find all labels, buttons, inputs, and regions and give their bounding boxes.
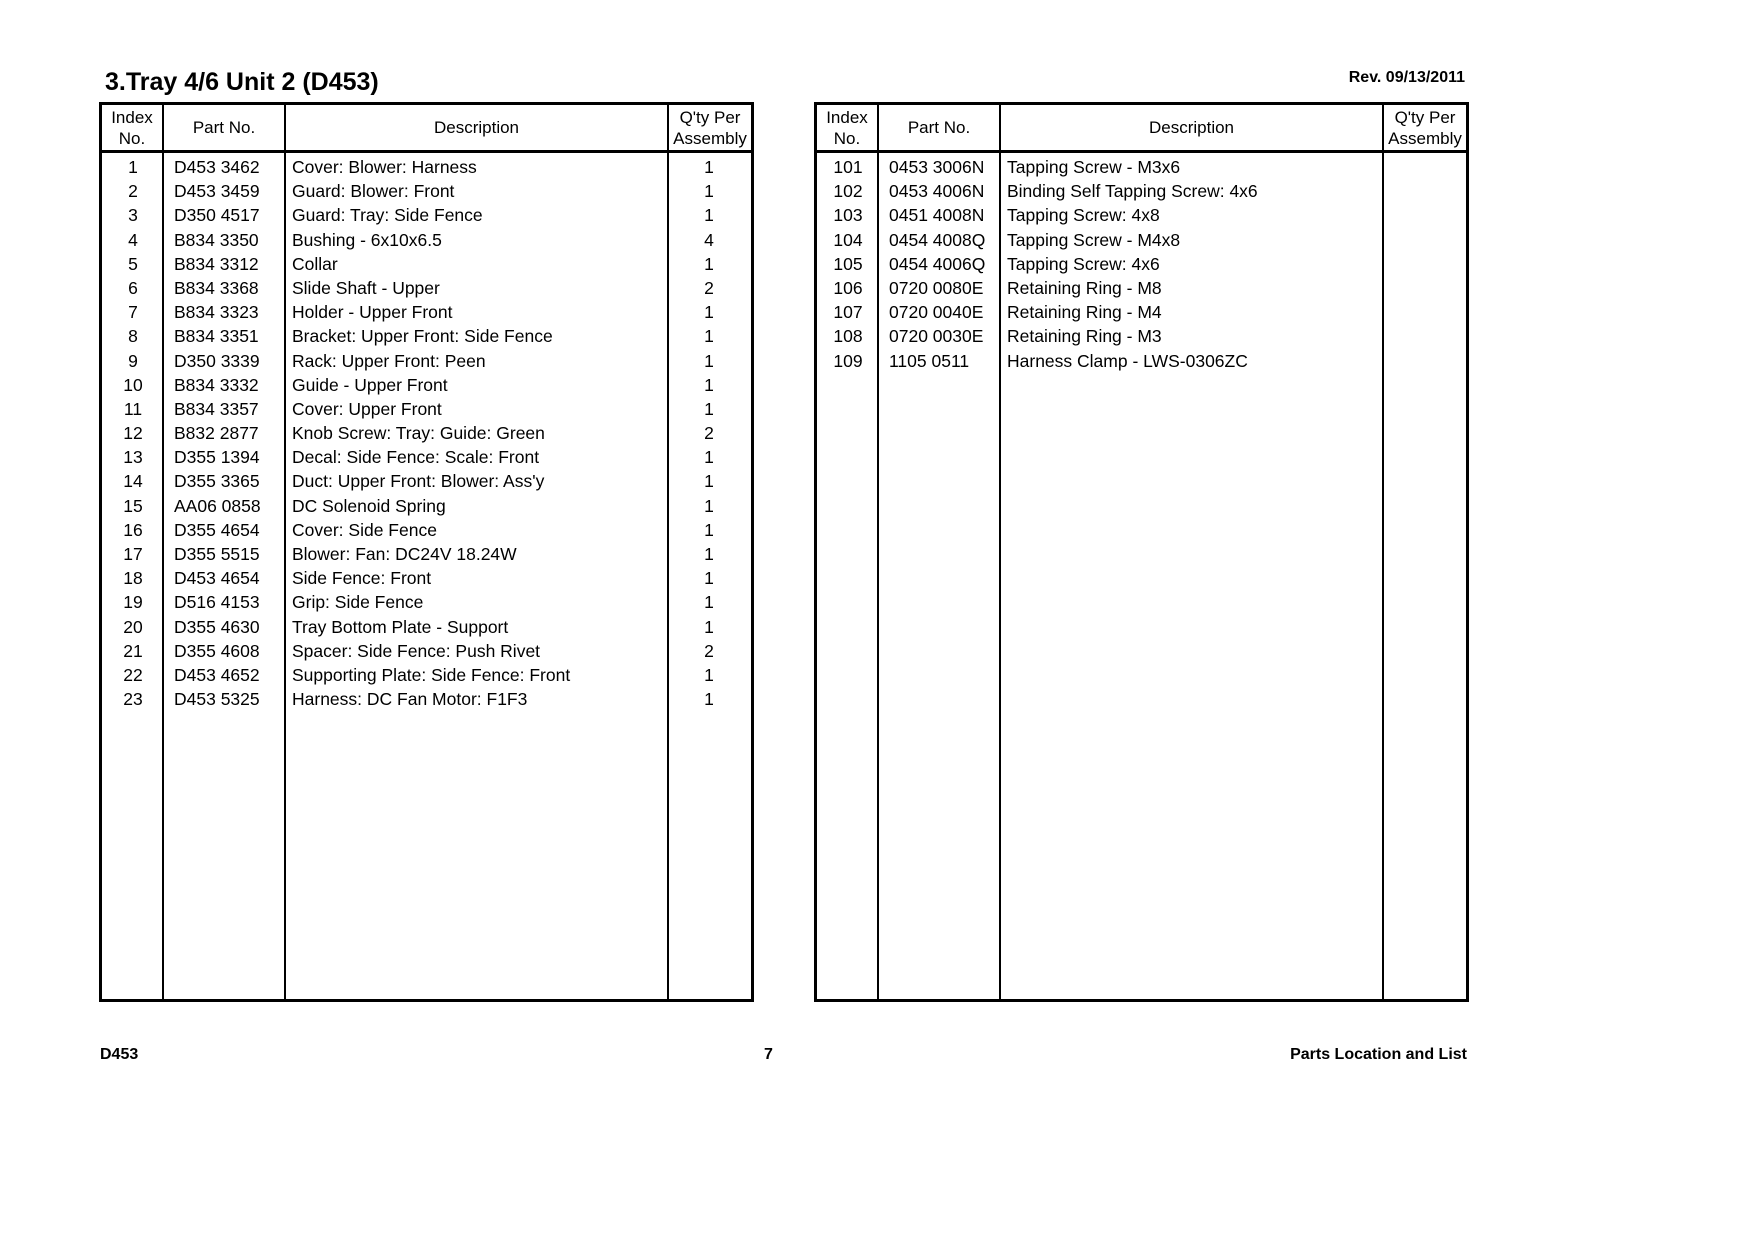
row-description: Harness: DC Fan Motor: F1F3 [292,689,528,710]
row-quantity: 1 [704,398,714,419]
row-part-no: 0720 0040E [889,302,984,323]
row-description: Supporting Plate: Side Fence: Front [292,664,571,685]
row-part-no: 0454 4006Q [889,253,986,274]
row-description: Guard: Blower: Front [292,181,455,202]
row-description: Retaining Ring - M8 [1007,277,1162,298]
table-row [102,373,751,397]
row-description: Grip: Side Fence [292,592,424,613]
index-column-header: Index No. [826,107,868,148]
row-description: Cover: Side Fence [292,519,437,540]
row-part-no: 0720 0030E [889,326,984,347]
row-quantity: 2 [704,277,714,298]
row-index: 107 [833,302,863,323]
row-index: 21 [123,640,143,661]
row-part-no: 1105 0511 [889,350,970,371]
table-row [817,155,1466,179]
header-divider [817,150,1466,153]
row-description: Tapping Screw: 4x6 [1007,253,1160,274]
table-row [817,179,1466,203]
row-part-no: D355 3365 [174,471,260,492]
row-description: Side Fence: Front [292,568,432,589]
table-row [102,639,751,663]
footer-section: Parts Location and List [1290,1046,1467,1063]
row-part-no: B834 3357 [174,398,259,419]
row-description: Cover: Upper Front [292,398,442,419]
row-quantity: 1 [704,157,714,177]
row-index: 13 [123,447,143,468]
table-row [102,445,751,469]
row-part-no: 0453 3006N [889,157,985,177]
table-row [102,590,751,614]
table-row [102,203,751,227]
row-index: 19 [123,592,143,613]
row-part-no: D453 5325 [174,689,260,710]
table-row [102,615,751,639]
row-part-no: D453 4654 [174,568,260,589]
description-column-header: Description [1148,118,1235,137]
row-index: 12 [123,423,143,444]
description-column-header: Description [433,118,520,137]
row-index: 11 [123,398,143,419]
row-index: 7 [128,302,138,323]
table-row [102,300,751,324]
row-quantity: 1 [704,592,714,613]
row-description: Decal: Side Fence: Scale: Front [292,447,540,468]
row-description: Tapping Screw: 4x8 [1007,205,1160,226]
row-part-no: D355 4654 [174,519,260,540]
row-quantity: 1 [704,181,714,202]
row-index: 101 [833,157,863,177]
table-row [102,324,751,348]
row-part-no: 0454 4008Q [889,229,986,250]
table-row [817,276,1466,300]
row-part-no: B834 3368 [174,277,259,298]
row-description: Tapping Screw - M3x6 [1007,157,1181,177]
part-no-column-header: Part No. [192,118,256,137]
row-quantity: 1 [704,374,714,395]
row-index: 3 [128,205,138,226]
row-index: 5 [128,253,138,274]
row-quantity: 1 [704,495,714,516]
table-row [817,300,1466,324]
row-index: 18 [123,568,143,589]
row-index: 108 [833,326,863,347]
row-part-no: 0720 0080E [889,277,984,298]
row-part-no: 0451 4008N [889,205,985,226]
row-quantity: 1 [704,544,714,564]
row-quantity: 1 [704,568,714,589]
row-part-no: D355 4630 [174,616,260,637]
row-description: Binding Self Tapping Screw: 4x6 [1007,181,1258,202]
row-index: 102 [833,181,863,202]
row-part-no: B834 3323 [174,302,259,323]
header-divider [102,150,751,153]
row-description: Slide Shaft - Upper [292,277,440,298]
row-description: Holder - Upper Front [292,302,453,323]
table-row [102,663,751,687]
row-index: 105 [833,253,863,274]
row-index: 14 [123,471,143,492]
row-description: Harness Clamp - LWS-0306ZC [1007,350,1248,371]
table-row [102,155,751,179]
row-part-no: D453 3462 [174,157,260,177]
row-description: Tapping Screw - M4x8 [1007,229,1181,250]
row-part-no: AA06 0858 [174,495,261,516]
table-row [102,276,751,300]
row-quantity: 1 [704,253,714,274]
row-part-no: D355 5515 [174,544,260,564]
index-column-header: Index No. [111,107,153,148]
row-quantity: 1 [704,447,714,468]
row-index: 16 [123,519,143,540]
table-row [102,518,751,542]
row-description: Knob Screw: Tray: Guide: Green [292,423,545,444]
row-description: Duct: Upper Front: Blower: Ass'y [292,471,545,492]
row-quantity: 1 [704,205,714,226]
row-part-no: B834 3351 [174,326,259,347]
page-title: 3.Tray 4/6 Unit 2 (D453) [105,68,379,96]
row-quantity: 1 [704,664,714,685]
table-row [102,252,751,276]
footer-model: D453 [100,1046,139,1063]
table-row [102,349,751,373]
table-row [102,228,751,252]
row-description: Retaining Ring - M3 [1007,326,1162,347]
row-quantity: 1 [704,519,714,540]
row-quantity: 1 [704,326,714,347]
row-index: 104 [833,229,863,250]
row-part-no: D350 3339 [174,350,260,371]
qty-column-header: Q'ty Per Assembly [673,107,747,148]
row-index: 106 [833,277,863,298]
row-part-no: D453 3459 [174,181,260,202]
row-part-no: B834 3332 [174,374,259,395]
table-row [817,324,1466,348]
row-description: Blower: Fan: DC24V 18.24W [292,544,517,564]
row-quantity: 2 [704,423,714,444]
row-part-no: B834 3350 [174,229,259,250]
row-description: Collar [292,253,338,274]
parts-table-left [99,102,754,1002]
row-description: Bracket: Upper Front: Side Fence [292,326,553,347]
table-row [102,542,751,566]
row-part-no: D516 4153 [174,592,260,613]
parts-rows-right [817,155,1466,373]
row-index: 8 [128,326,138,347]
row-quantity: 1 [704,302,714,323]
row-index: 1 [128,157,138,177]
row-part-no: B834 3312 [174,253,259,274]
row-index: 109 [833,350,863,371]
table-row [102,397,751,421]
row-quantity: 1 [704,616,714,637]
row-description: DC Solenoid Spring [292,495,446,516]
row-index: 6 [128,277,138,298]
table-row [102,566,751,590]
row-part-no: D453 4652 [174,664,260,685]
row-quantity: 4 [704,229,714,250]
row-index: 23 [123,689,143,710]
row-index: 10 [123,374,143,395]
row-description: Guard: Tray: Side Fence [292,205,483,226]
table-row [102,494,751,518]
row-index: 4 [128,229,138,250]
footer-page-number: 7 [764,1046,773,1063]
table-row [102,687,751,711]
row-index: 103 [833,205,863,226]
row-description: Tray Bottom Plate - Support [292,616,509,637]
table-row [817,203,1466,227]
row-part-no: D350 4517 [174,205,260,226]
parts-rows-left [102,155,751,711]
row-quantity: 1 [704,350,714,371]
row-index: 22 [123,664,143,685]
part-no-column-header: Part No. [907,118,971,137]
row-quantity: 1 [704,689,714,710]
revision-date: Rev. 09/13/2011 [1348,69,1465,86]
table-row [102,421,751,445]
row-description: Rack: Upper Front: Peen [292,350,486,371]
row-part-no: B832 2877 [174,423,259,444]
row-quantity: 1 [704,471,714,492]
table-row [817,252,1466,276]
row-description: Guide - Upper Front [292,374,448,395]
row-index: 17 [123,544,143,564]
row-index: 9 [128,350,138,371]
row-part-no: 0453 4006N [889,181,985,202]
row-index: 15 [123,495,143,516]
row-index: 2 [128,181,138,202]
qty-column-header: Q'ty Per Assembly [1388,107,1462,148]
row-part-no: D355 1394 [174,447,260,468]
table-row [102,179,751,203]
table-row [102,469,751,493]
table-row [817,228,1466,252]
row-description: Bushing - 6x10x6.5 [292,229,442,250]
parts-table-right [814,102,1469,1002]
row-description: Cover: Blower: Harness [292,157,477,177]
row-description: Spacer: Side Fence: Push Rivet [292,640,541,661]
row-description: Retaining Ring - M4 [1007,302,1162,323]
row-part-no: D355 4608 [174,640,260,661]
table-row [817,349,1466,373]
row-index: 20 [123,616,143,637]
row-quantity: 2 [704,640,714,661]
